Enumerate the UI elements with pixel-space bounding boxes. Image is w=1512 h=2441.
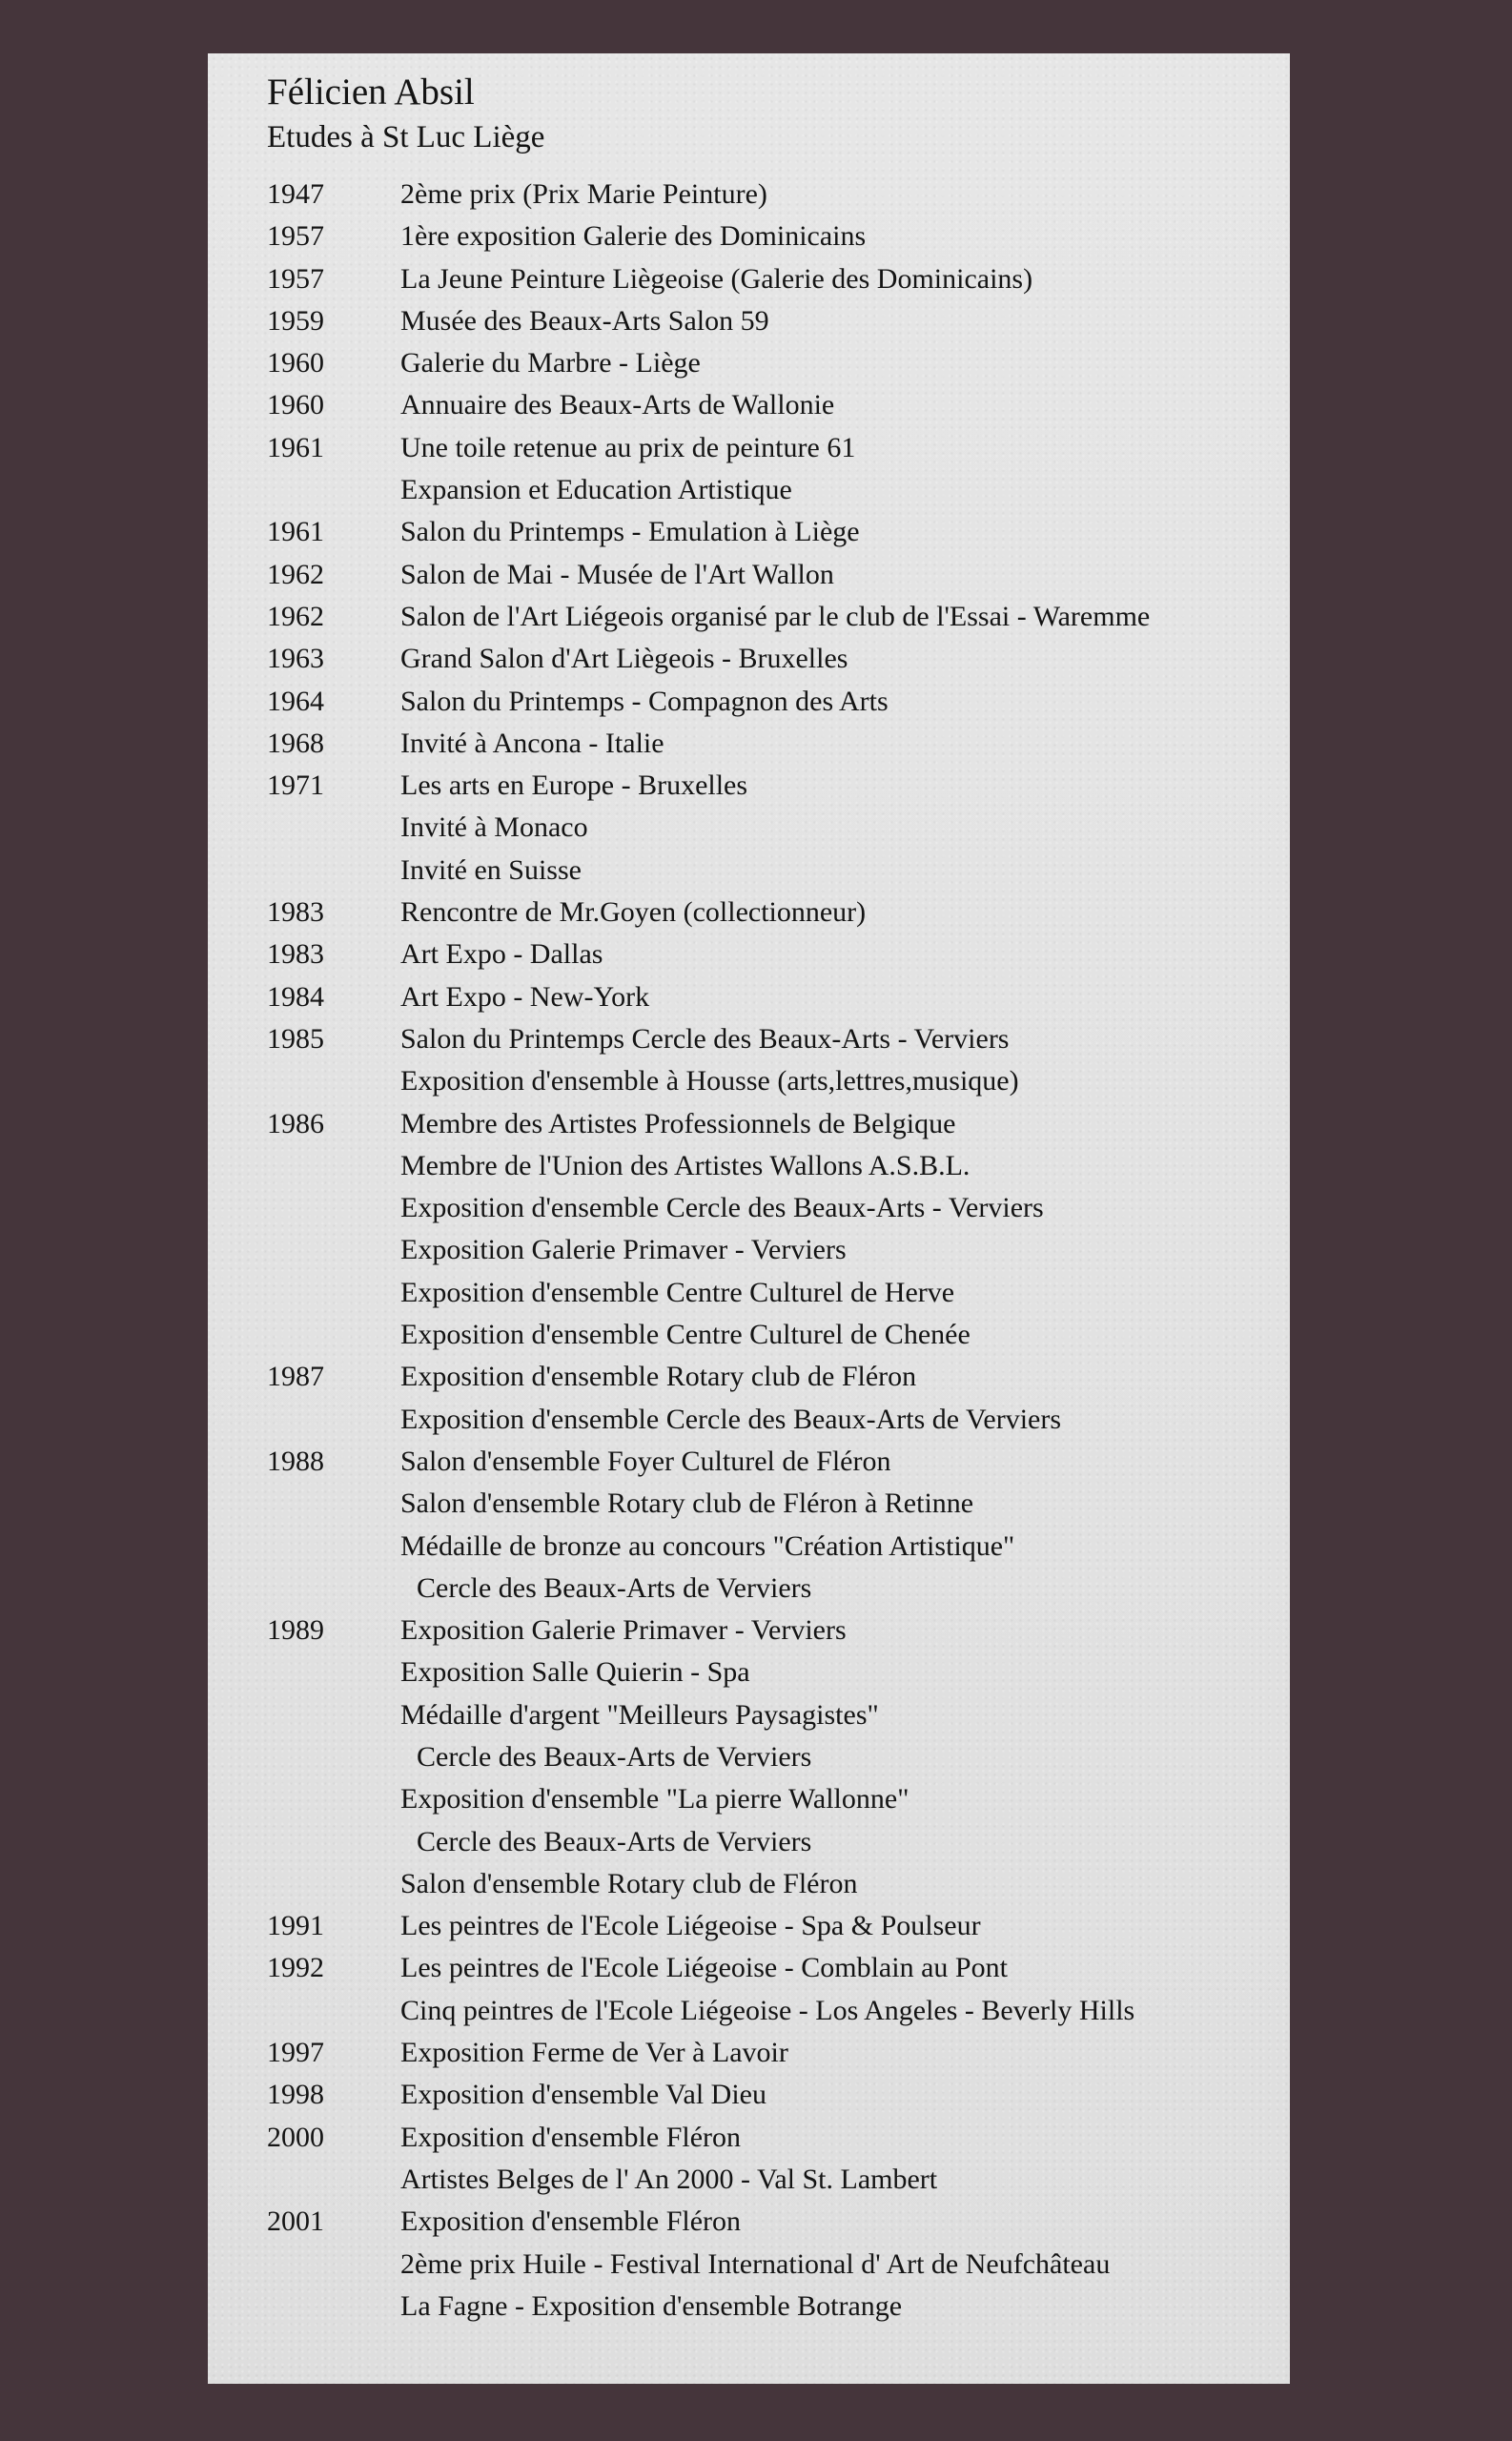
list-item <box>267 1483 1277 1525</box>
entry-text: Exposition d'ensemble Fléron <box>400 2205 742 2238</box>
entry-text: Exposition d'ensemble à Housse (arts,lettres,musique) <box>400 1065 1019 1097</box>
entry-text: Annuaire des Beaux-Arts de Wallonie <box>400 389 835 421</box>
entry-text: Galerie du Marbre - Liège <box>400 347 701 379</box>
entry-year: 1961 <box>267 431 324 463</box>
list-item <box>267 638 1277 680</box>
list-item <box>267 1229 1277 1271</box>
entry-text: Une toile retenue au prix de peinture 61 <box>400 431 856 463</box>
entry-year: 1961 <box>267 516 324 548</box>
list-item <box>267 384 1277 426</box>
entry-text: Salon du Printemps - Compagnon des Arts <box>400 685 889 717</box>
list-item <box>267 1947 1277 1989</box>
entry-year: 1988 <box>267 1445 324 1477</box>
entry-text: Exposition d'ensemble Rotary club de Fléron <box>400 1361 917 1393</box>
entry-text: Invité à Monaco <box>400 811 588 844</box>
biography-sheet <box>208 53 1290 2384</box>
list-item <box>267 723 1277 765</box>
list-item <box>267 469 1277 511</box>
entry-text: Les peintres de l'Ecole Liégeoise - Spa & Poulseur <box>400 1910 981 1942</box>
artist-name: Félicien Absil <box>267 72 475 113</box>
entry-text: Exposition Galerie Primaver - Verviers <box>400 1614 847 1647</box>
list-item <box>267 1272 1277 1314</box>
list-item <box>267 807 1277 849</box>
list-item <box>267 1018 1277 1060</box>
list-item <box>267 596 1277 638</box>
list-item <box>267 1060 1277 1102</box>
list-item <box>267 1694 1277 1736</box>
list-item <box>267 1778 1277 1820</box>
entry-text: Salon du Printemps - Emulation à Liège <box>400 516 860 548</box>
entry-text: Salon de Mai - Musée de l'Art Wallon <box>400 558 834 590</box>
list-item <box>267 1526 1277 1568</box>
list-item <box>267 258 1277 300</box>
list-item <box>267 511 1277 553</box>
entry-year: 1983 <box>267 938 324 971</box>
list-item <box>267 1863 1277 1905</box>
entry-year: 1963 <box>267 643 324 675</box>
entry-text: Salon d'ensemble Foyer Culturel de Fléron <box>400 1445 891 1477</box>
entry-text: 1ère exposition Galerie des Dominicains <box>400 220 867 253</box>
list-item <box>267 2244 1277 2286</box>
entry-text: La Fagne - Exposition d'ensemble Botrange <box>400 2289 903 2322</box>
list-item <box>267 850 1277 892</box>
entry-year: 1997 <box>267 2037 324 2069</box>
entry-text: Médaille d'argent "Meilleurs Paysagistes" <box>400 1698 879 1731</box>
list-item <box>267 1145 1277 1187</box>
list-item <box>267 2032 1277 2074</box>
list-item <box>267 892 1277 933</box>
list-item <box>267 1610 1277 1651</box>
list-item <box>267 1568 1277 1610</box>
entry-text: 2ème prix (Prix Marie Peinture) <box>400 178 767 210</box>
entry-text: Musée des Beaux-Arts Salon 59 <box>400 304 769 337</box>
entry-text: Les peintres de l'Ecole Liégeoise - Comblain au Pont <box>400 1952 1008 1984</box>
list-item <box>267 2117 1277 2159</box>
list-item <box>267 1736 1277 1778</box>
entry-text: Exposition d'ensemble Centre Culturel de Herve <box>400 1276 955 1308</box>
entry-year: 1964 <box>267 685 324 717</box>
entry-text: Artistes Belges de l' An 2000 - Val St. Lambert <box>400 2163 938 2195</box>
list-item <box>267 2286 1277 2328</box>
entry-text: Salon d'ensemble Rotary club de Fléron à Retinne <box>400 1487 974 1520</box>
entry-year: 1947 <box>267 178 324 210</box>
entry-text: Grand Salon d'Art Liègeois - Bruxelles <box>400 643 848 675</box>
entry-year: 1971 <box>267 769 324 802</box>
entry-year: 1960 <box>267 389 324 421</box>
entry-text: Exposition d'ensemble Cercle des Beaux-Arts - Verviers <box>400 1192 1044 1224</box>
list-item <box>267 1990 1277 2032</box>
entry-text: Les arts en Europe - Bruxelles <box>400 769 748 802</box>
entry-text: Salon du Printemps Cercle des Beaux-Arts - Verviers <box>400 1022 1010 1055</box>
entry-text: Invité à Ancona - Italie <box>400 727 664 759</box>
entry-text: Cinq peintres de l'Ecole Liégeoise - Los Angeles - Beverly Hills <box>400 1994 1135 2026</box>
entry-year: 2001 <box>267 2205 324 2238</box>
list-item <box>267 1821 1277 1863</box>
list-item <box>267 1905 1277 1947</box>
entry-year: 1992 <box>267 1952 324 1984</box>
list-item <box>267 215 1277 257</box>
entry-year: 1998 <box>267 2079 324 2111</box>
entry-year: 1987 <box>267 1361 324 1393</box>
entry-text: Exposition d'ensemble Centre Culturel de Chenée <box>400 1319 971 1351</box>
entry-year: 1960 <box>267 347 324 379</box>
entry-text: Exposition d'ensemble "La pierre Wallonne" <box>400 1783 909 1815</box>
list-item <box>267 933 1277 975</box>
list-item <box>267 2159 1277 2201</box>
entry-text: Exposition d'ensemble Fléron <box>400 2121 742 2153</box>
list-item <box>267 2074 1277 2116</box>
entry-text: La Jeune Peinture Liègeoise (Galerie des Dominicains) <box>400 262 1033 295</box>
list-item <box>267 1356 1277 1398</box>
list-item <box>267 1441 1277 1483</box>
list-item <box>267 1651 1277 1693</box>
entry-text: 2ème prix Huile - Festival International d' Art de Neufchâteau <box>400 2247 1111 2280</box>
list-item <box>267 300 1277 342</box>
entry-text: Membre de l'Union des Artistes Wallons A.S.B.L. <box>400 1149 971 1181</box>
entry-year: 1957 <box>267 220 324 253</box>
studies-line: Etudes à St Luc Liège <box>267 120 545 154</box>
entry-text: Art Expo - New-York <box>400 980 650 1013</box>
entry-text: Exposition d'ensemble Val Dieu <box>400 2079 766 2111</box>
entry-text: Invité en Suisse <box>400 853 582 886</box>
entry-year: 2000 <box>267 2121 324 2153</box>
list-item <box>267 1187 1277 1229</box>
list-item <box>267 554 1277 596</box>
entry-text: Cercle des Beaux-Arts de Verviers <box>417 1825 812 1857</box>
entry-year: 1962 <box>267 600 324 632</box>
list-item <box>267 1314 1277 1356</box>
entry-year: 1986 <box>267 1107 324 1139</box>
entry-text: Exposition Salle Quierin - Spa <box>400 1656 750 1689</box>
list-item <box>267 174 1277 215</box>
entry-text: Expansion et Education Artistique <box>400 474 792 506</box>
entry-year: 1959 <box>267 304 324 337</box>
entry-year: 1968 <box>267 727 324 759</box>
list-item <box>267 2201 1277 2243</box>
entry-year: 1984 <box>267 980 324 1013</box>
entry-year: 1957 <box>267 262 324 295</box>
entry-year: 1991 <box>267 1910 324 1942</box>
list-item <box>267 427 1277 469</box>
entry-text: Art Expo - Dallas <box>400 938 603 971</box>
entry-year: 1983 <box>267 896 324 929</box>
entry-text: Cercle des Beaux-Arts de Verviers <box>417 1740 812 1773</box>
entry-text: Cercle des Beaux-Arts de Verviers <box>417 1571 812 1604</box>
list-item <box>267 976 1277 1018</box>
list-item <box>267 681 1277 723</box>
list-item <box>267 765 1277 807</box>
entry-text: Exposition Ferme de Ver à Lavoir <box>400 2037 788 2069</box>
entry-text: Membre des Artistes Professionnels de Belgique <box>400 1107 956 1139</box>
list-item <box>267 342 1277 384</box>
list-item <box>267 1103 1277 1145</box>
entry-year: 1962 <box>267 558 324 590</box>
entry-text: Salon de l'Art Liégeois organisé par le club de l'Essai - Waremme <box>400 600 1151 632</box>
entry-year: 1989 <box>267 1614 324 1647</box>
entry-text: Rencontre de Mr.Goyen (collectionneur) <box>400 896 867 929</box>
entry-year: 1985 <box>267 1022 324 1055</box>
exhibition-list <box>267 174 1277 2328</box>
entry-text: Exposition d'ensemble Cercle des Beaux-Arts de Verviers <box>400 1403 1062 1435</box>
list-item <box>267 1399 1277 1441</box>
entry-text: Médaille de bronze au concours "Création Artistique" <box>400 1529 1015 1562</box>
entry-text: Salon d'ensemble Rotary club de Fléron <box>400 1867 858 1899</box>
entry-text: Exposition Galerie Primaver - Verviers <box>400 1234 847 1266</box>
